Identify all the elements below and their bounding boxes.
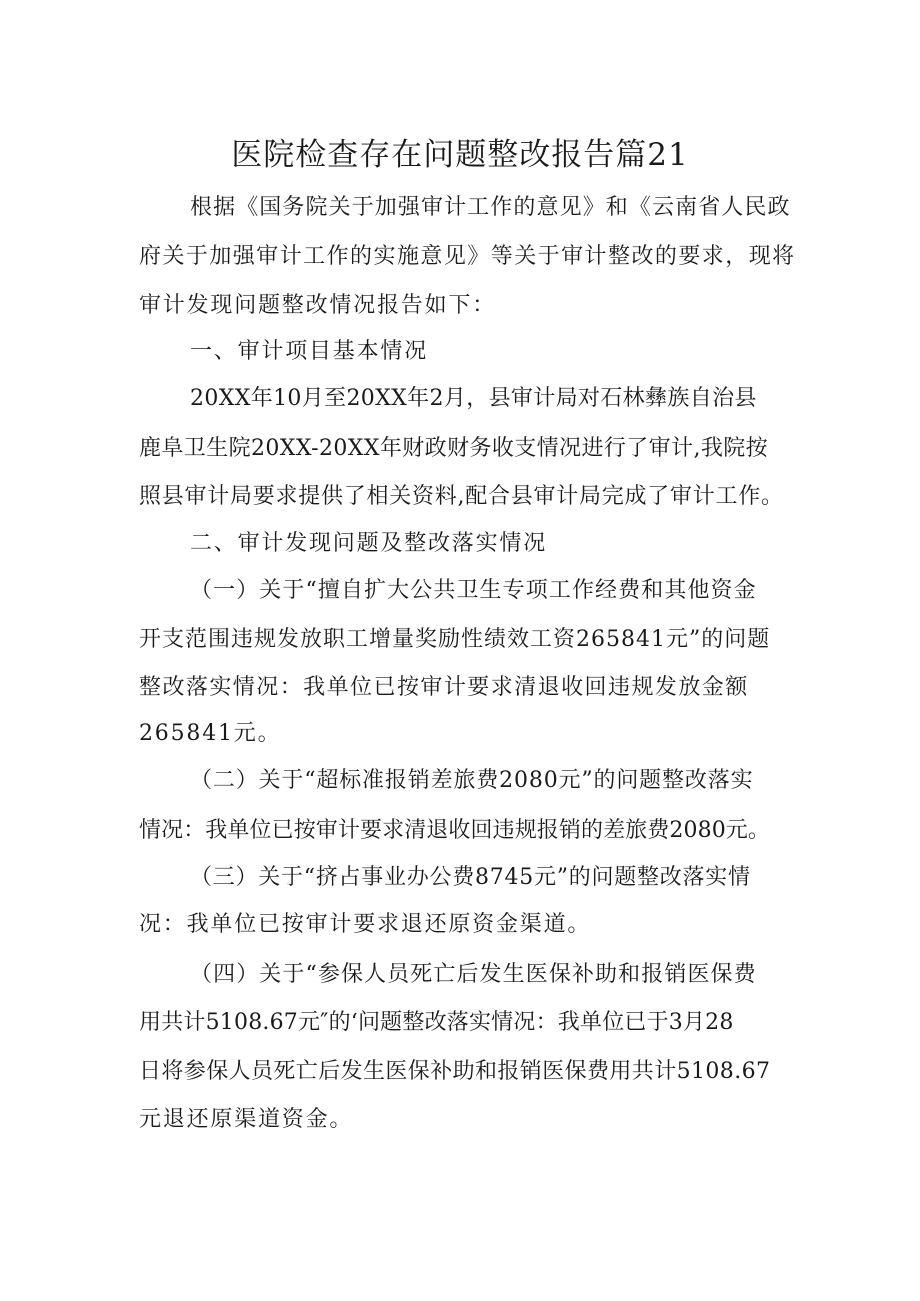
text-line: （一）关于“擅自扩大公共卫生专项工作经费和其他资金 [190, 578, 757, 603]
text-line: 开支范围违规发放职工增量奖励性绩效工资265841元”的问题 [139, 627, 771, 652]
text-line: 根据《国务院关于加强审计工作的意见》和《云南省人民政 [190, 195, 791, 220]
text-line: 情况：我单位已按审计要求清退收回违规报销的差旅费2080元。 [139, 818, 770, 843]
text-line: 审计发现问题整改情况报告如下： [139, 293, 497, 318]
document-title: 医院检查存在问题整改报告篇21 [231, 137, 689, 173]
text-line: 照县审计局要求提供了相关资料,配合县审计局完成了审计工作。 [139, 484, 784, 509]
text-line: 日将参保人员死亡后发生医保补助和报销医保费用共计5108.67 [139, 1059, 771, 1084]
text-line: 府关于加强审计工作的实施意见》等关于审计整改的要求，现将 [139, 244, 796, 269]
text-line: 20XX年10月至20XX年2月，县审计局对石林彝族自治县 [190, 386, 757, 411]
text-line: 鹿阜卫生院20XX-20XX年财政财务收支情况进行了审计,我院按 [139, 436, 769, 461]
text-line: （二）关于“超标准报销差旅费2080元”的问题整改落实 [190, 768, 754, 793]
text-line: 用共计5108.67元″的‘问题整改落实情况：我单位已于3月28 [139, 1010, 734, 1035]
section-heading: 二、审计发现问题及整改落实情况 [190, 531, 548, 556]
section-heading: 一、审计项目基本情况 [190, 339, 429, 364]
text-line: 元退还原渠道资金。 [139, 1107, 354, 1132]
text-line: 况：我单位已按审计要求退还原资金渠道。 [139, 912, 592, 937]
text-line: （三）关于“挤占事业办公费8745元”的问题整改落实情 [190, 865, 751, 890]
text-line: 265841元。 [139, 721, 282, 746]
text-line: （四）关于“参保人员死亡后发生医保补助和报销医保费 [190, 962, 757, 987]
text-line: 整改落实情况：我单位已按审计要求清退收回违规发放金额 [139, 675, 749, 700]
